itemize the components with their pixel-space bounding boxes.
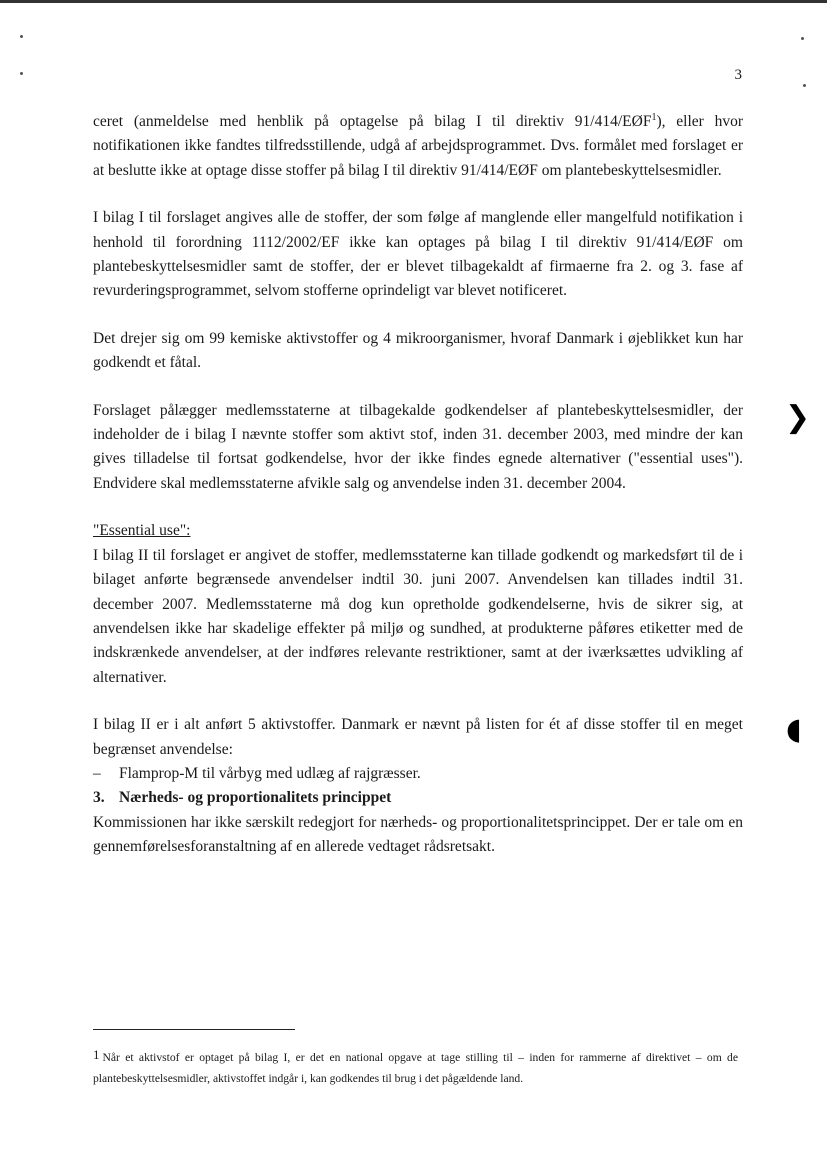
- footnote: [93, 1044, 738, 1089]
- scan-speck: [20, 35, 23, 38]
- list-item: [93, 762, 743, 786]
- paragraph-subsidiarity: Kommissionen har ikke særskilt redegjort for nærheds- og proportionalitetsprincippet. Der er tale om en gennemførelsesforanstaltning af en allerede vedtaget rådsretsakt.: [93, 813, 743, 856]
- section-heading: [93, 786, 743, 810]
- footnote-text: Når et aktivstof er optaget på bilag I, er det en national opgave at tage stilling til – inden for rammerne af direktivet – om de plantebeskyttelsesmidler, aktivstoffet indgår i, kan godkendes til brug i det pågældende land.: [93, 1051, 738, 1085]
- footnote-reference: 1: [651, 111, 657, 123]
- scan-speck: [803, 84, 806, 87]
- binding-hole-mark-lower: ◖: [786, 712, 802, 747]
- top-border-line: [0, 0, 827, 3]
- list-dash: –: [93, 764, 101, 782]
- list-item-text: Flamprop-M til vårbyg med udlæg af rajgræsser.: [119, 764, 421, 782]
- paragraph-text: ceret (anmeldelse med henblik på optagelse på bilag I til direktiv 91/414/EØF: [93, 113, 652, 130]
- scan-speck: [20, 72, 23, 75]
- scan-speck: [801, 37, 804, 40]
- binding-hole-mark-upper: ❯: [785, 400, 811, 435]
- document-body: [93, 110, 743, 860]
- section-title: Nærheds- og proportionalitets princippet: [119, 789, 392, 807]
- paragraph-text: ), eller hvor notifikationen ikke fandtes tilfredsstillende, udgå af arbejdsprogrammet. Dvs. formålet med forslaget er at beslutte ikke at optage disse stoffer på bilag I til direktiv 91/414/EØF om plantebeskyttelsesmidler.: [93, 113, 744, 179]
- footnote-mark: 1: [93, 1047, 100, 1062]
- page-number: 3: [734, 67, 742, 83]
- paragraph-substance-count: Det drejer sig om 99 kemiske aktivstoffer og 4 mikroorganismer, hvoraf Danmark i øjeblikket kun har godkendt et fåtal.: [93, 329, 743, 372]
- section-number: 3.: [93, 789, 105, 807]
- footnote-separator: [93, 1029, 295, 1030]
- paragraph-annex-i: I bilag I til forslaget angives alle de stoffer, der som følge af manglende eller mangelfuld notifikation i henhold til forordning 1112/2002/EF ikke kan optages på bilag I til direktiv 91/414/EØF om plantebeskyttelsesmidler samt de stoffer, der er blevet tilbagekaldt af firmaerne fra 2. og 3. fase af revurderingsprogrammet, selvom stofferne oprindeligt var blevet notificeret.: [93, 209, 743, 300]
- paragraph-essential-use: I bilag II til forslaget er angivet de stoffer, medlemsstaterne kan tillade godkendt og markedsført til de i bilaget anførte begrænsede anvendelser indtil 30. juni 2007. Anvendelsen kan tillades indtil 31. december 2007. Medlemsstaterne må dog kun opretholde godkendelserne, hvis de sikrer sig, at anvendelsen ikke har skadelige effekter på miljø og sundhed, at produkterne påføres etiketter med de indskrænkede anvendelser, at der indføres relevante restriktioner, samt at der iværksættes udvikling af alternativer.: [93, 546, 743, 686]
- paragraph-continued: [93, 110, 743, 183]
- paragraph-annex-ii: I bilag II er i alt anført 5 aktivstoffer. Danmark er nævnt på listen for ét af disse stoffer til en meget begrænset anvendelse:: [93, 716, 743, 758]
- paragraph-member-state-obligations: Forslaget pålægger medlemsstaterne at tilbagekalde godkendelser af plantebeskyttelsesmidler, der indeholder de i bilag I nævnte stoffer som aktivt stof, inden 31. december 2003, med mindre der kan gives tilladelse til fortsat godkendelse, hvor der ikke findes egnede alternativer ("essential uses"). Endvidere skal medlemsstaterne afvikle salg og anvendelse inden 31. december 2004.: [93, 401, 743, 492]
- essential-use-heading: "Essential use":: [93, 522, 191, 540]
